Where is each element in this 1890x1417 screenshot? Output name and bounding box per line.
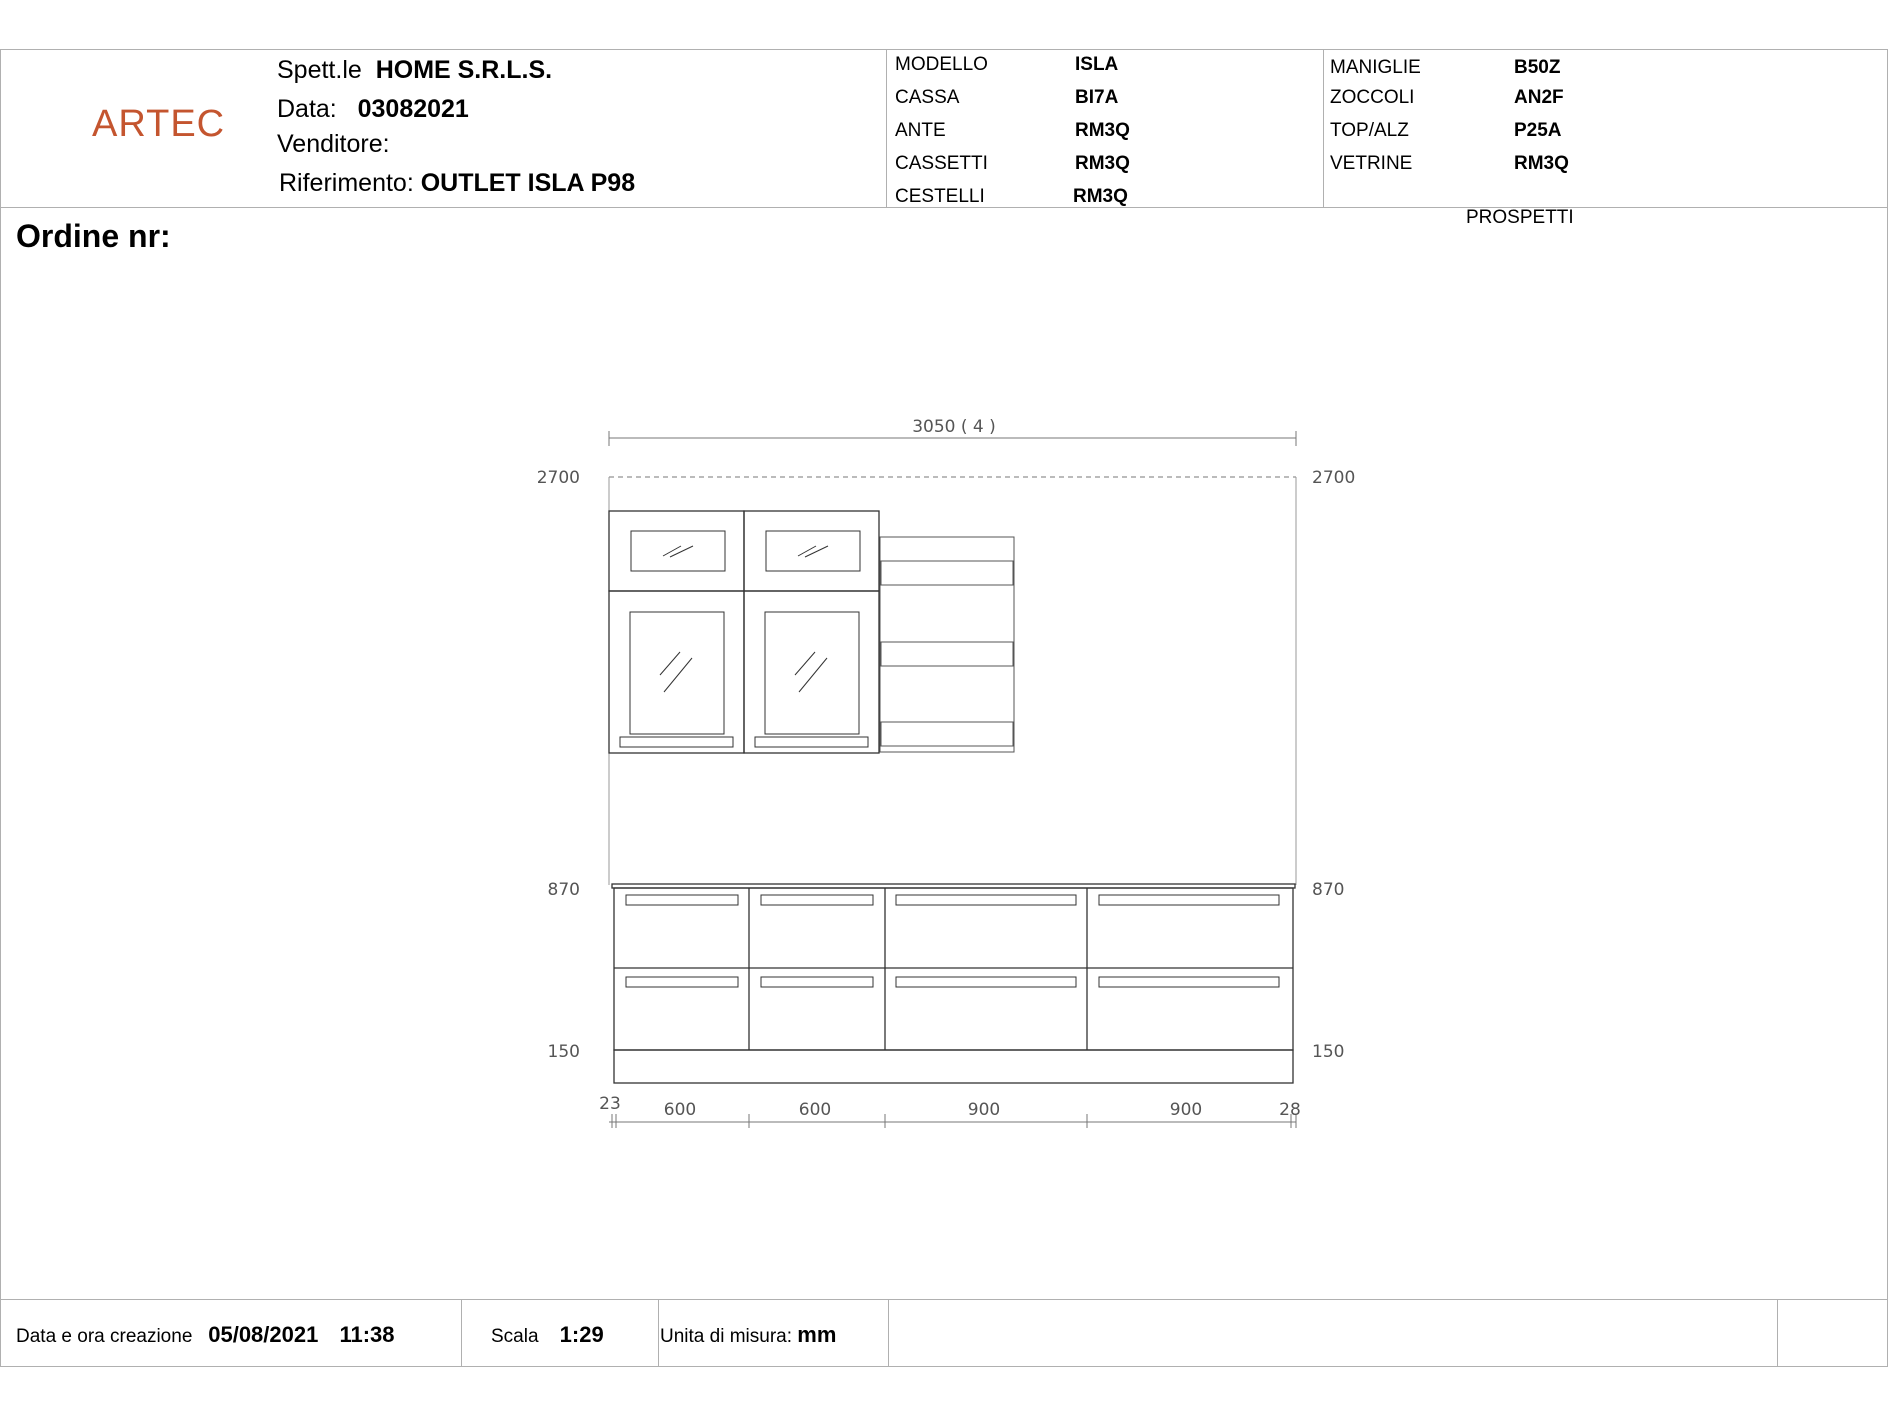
created-label: Data e ora creazione xyxy=(16,1326,193,1347)
spec-key-modello: MODELLO xyxy=(895,54,988,75)
footer-divider-4 xyxy=(1777,1299,1778,1366)
unit-value: mm xyxy=(797,1322,837,1347)
footer-top-line xyxy=(0,1299,1888,1300)
seller-label: Venditore: xyxy=(277,130,390,158)
unit-label: Unita di misura: xyxy=(660,1326,792,1347)
height-2700-right: 2700 xyxy=(1312,468,1356,488)
height-150-left: 150 xyxy=(547,1042,580,1062)
spec-key-top-alz: TOP/ALZ xyxy=(1330,120,1409,141)
height-150-right: 150 xyxy=(1312,1042,1345,1062)
spec-value-ante: RM3Q xyxy=(1075,120,1130,141)
spec-key-cestelli: CESTELLI xyxy=(895,186,985,207)
total-width-label: 3050 ( 4 ) xyxy=(912,417,996,437)
created-row xyxy=(16,1322,395,1348)
height-2700-left: 2700 xyxy=(536,468,580,488)
width-label-23: 23 xyxy=(599,1094,621,1114)
unit-row xyxy=(660,1322,836,1348)
spec-value-zoccoli: AN2F xyxy=(1514,87,1564,108)
date-value: 03082021 xyxy=(357,95,469,123)
spec-value-cassetti: RM3Q xyxy=(1075,153,1130,174)
spec-key-zoccoli: ZOCCOLI xyxy=(1330,87,1415,108)
spec-value-cestelli: RM3Q xyxy=(1073,186,1128,207)
client-value: HOME S.R.L.S. xyxy=(375,56,553,84)
height-870-right: 870 xyxy=(1312,880,1345,900)
date-label: Data: xyxy=(277,95,337,123)
spec-key-cassa: CASSA xyxy=(895,87,960,108)
width-label-600-b: 600 xyxy=(798,1100,832,1120)
reference-label: Riferimento: xyxy=(279,169,414,197)
spec-value-top-alz: P25A xyxy=(1514,120,1562,141)
spec-value-vetrine: RM3Q xyxy=(1514,153,1569,174)
spec-value-maniglie: B50Z xyxy=(1514,57,1561,78)
spec-key-vetrine: VETRINE xyxy=(1330,153,1413,174)
width-label-28: 28 xyxy=(1279,1100,1301,1120)
width-label-600-a: 600 xyxy=(663,1100,697,1120)
width-label-900-b: 900 xyxy=(1169,1100,1203,1120)
artec-logo: ARTEC xyxy=(92,103,226,145)
created-time: 11:38 xyxy=(339,1322,395,1347)
spec-key-maniglie: MANIGLIE xyxy=(1330,57,1421,78)
width-label-900-a: 900 xyxy=(967,1100,1001,1120)
footer-divider-1 xyxy=(461,1299,462,1366)
footer-bottom-line xyxy=(0,1366,1888,1367)
footer-divider-3 xyxy=(888,1299,889,1366)
created-date: 05/08/2021 xyxy=(208,1322,319,1347)
spec-value-cassa: BI7A xyxy=(1075,87,1119,108)
reference-value: OUTLET ISLA P98 xyxy=(420,169,636,197)
scale-label: Scala xyxy=(491,1326,539,1347)
scale-value: 1:29 xyxy=(559,1322,604,1347)
footer-divider-2 xyxy=(658,1299,659,1366)
view-label: PROSPETTI xyxy=(1466,207,1574,228)
spec-value-modello: ISLA xyxy=(1075,54,1119,75)
height-870-left: 870 xyxy=(547,880,580,900)
scale-row xyxy=(491,1322,604,1348)
spec-key-ante: ANTE xyxy=(895,120,946,141)
order-number-label: Ordine nr: xyxy=(16,218,171,254)
client-label: Spett.le xyxy=(277,56,362,84)
spec-key-cassetti: CASSETTI xyxy=(895,153,988,174)
